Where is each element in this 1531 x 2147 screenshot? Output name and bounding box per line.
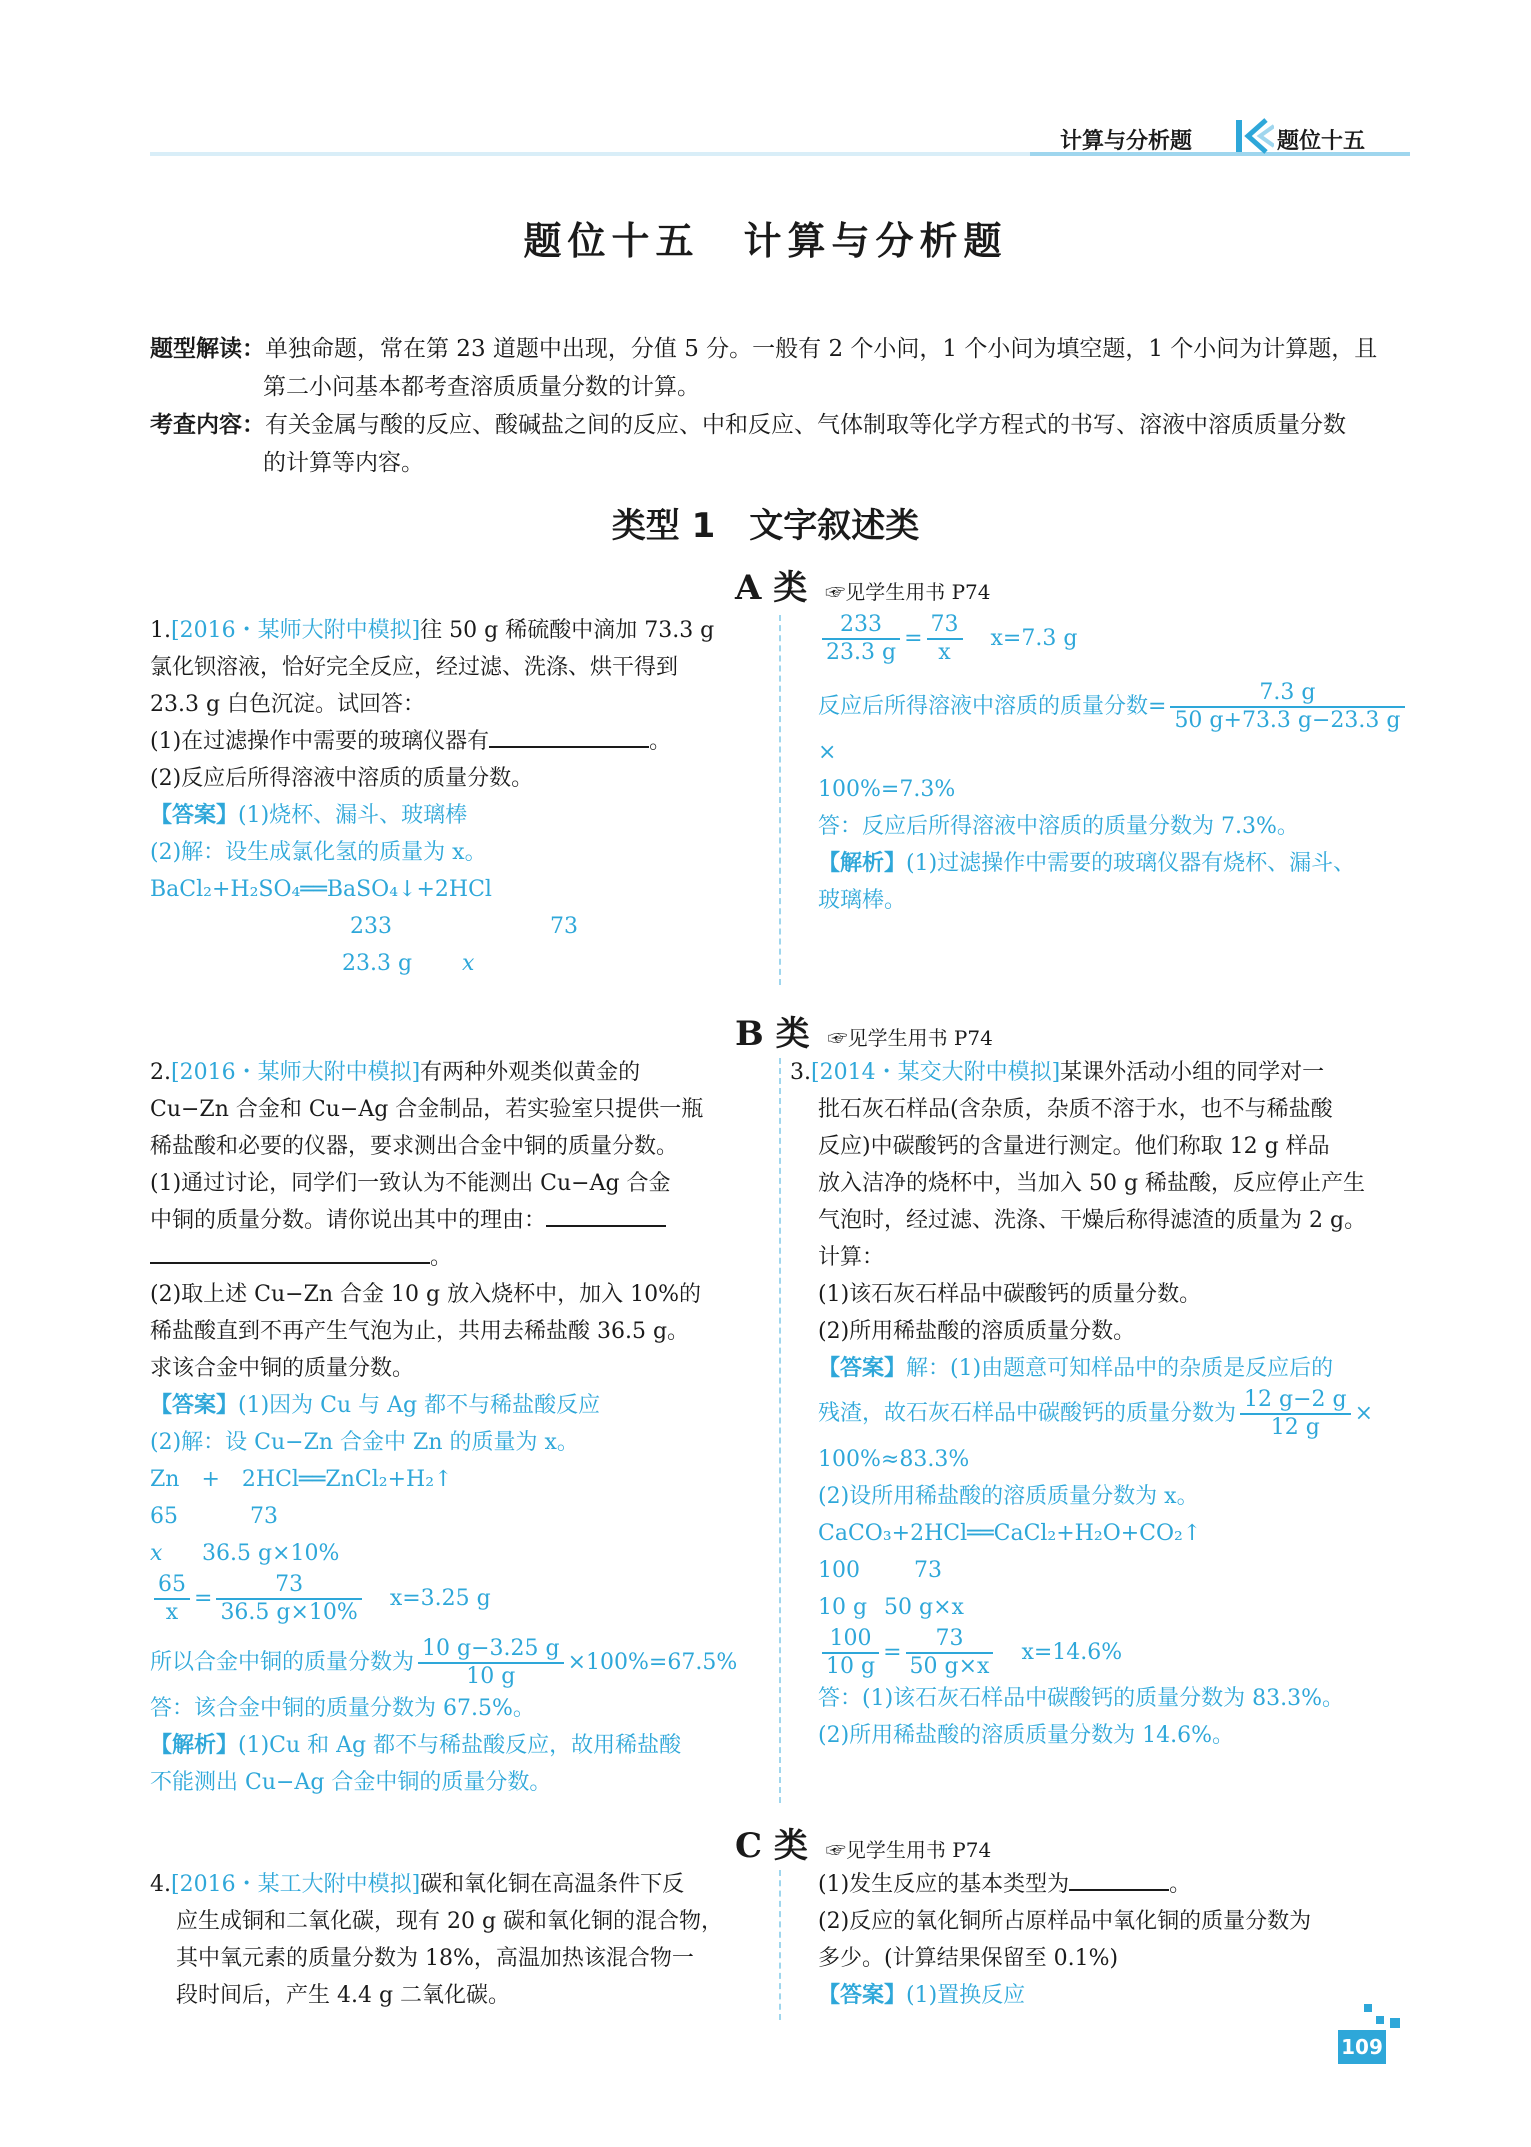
question-1-solution: $\frac{233}{23.3 g}$ = $\frac{73}{x}$ x=7.3 g 反应后所得溶液中溶质的质量分数= $\frac{7.3 g}{50 g+73.3 g-23.3 g}$ × 100%=7.3% 答：反应后所得溶液中溶质的质量分数为 7.3%。 【解析】(1)过滤操作中需要的玻璃仪器有烧杯、漏斗、 玻璃棒。 (818, 612, 1418, 919)
q2-fraction-3 (418, 1636, 564, 1690)
q1-line: 氯化钡溶液，恰好完全反应，经过滤、洗涤、烘干得到 (150, 655, 679, 680)
q1-source-tag: [2016・某师大附中模拟] (171, 618, 421, 643)
decor-square (1376, 2016, 1384, 2024)
q2-answer-label: 【答案】 (150, 1392, 239, 1418)
q1-answer-blank (489, 724, 649, 748)
q1-answer-1: (1)烧杯、漏斗、玻璃棒 (238, 803, 468, 828)
q3-answer-2: 残渣，故石灰石样品中碳酸钙的质量分数为 (818, 1401, 1237, 1426)
q2-number: 2. (150, 1060, 171, 1085)
q3-answer-label: 【答案】 (818, 1355, 907, 1381)
q3-line: 某课外活动小组的同学对一 (1060, 1060, 1325, 1085)
page-number: 109 (1338, 2030, 1386, 2064)
q1-equation: BaCl₂+H₂SO₄══BaSO₄↓+2HCl (150, 877, 492, 902)
q2-frac1-num: 65 (154, 1572, 190, 1600)
decor-square (1364, 2004, 1372, 2012)
question-4-parts (818, 1866, 1418, 2014)
q2-answer-1: (1)因为 Cu 与 Ag 都不与稀盐酸反应 (238, 1393, 601, 1418)
q2-frac1-den: x (165, 1600, 179, 1625)
intro-label-2: 考查内容： (150, 412, 265, 438)
q3-line: 批石灰石样品(含杂质，杂质不溶于水，也不与稀盐酸 (818, 1097, 1333, 1122)
q1-frac2-den: x (938, 640, 951, 665)
q2-line: 稀盐酸直到不再产生气泡为止，共用去稀盐酸 36.5 g。 (150, 1319, 690, 1344)
q2-line: 求该合金中铜的质量分数。 (150, 1356, 415, 1381)
q2-analysis-1: (1)Cu 和 Ag 都不与稀盐酸反应，故用稀盐酸 (238, 1733, 682, 1758)
q1-analysis-1: (1)过滤操作中需要的玻璃仪器有烧杯、漏斗、 (906, 851, 1356, 876)
q3-result: x=14.6% (1021, 1640, 1123, 1665)
q4-part1: (1)发生反应的基本类型为 (818, 1872, 1070, 1897)
q3-part2: (2)所用稀盐酸的溶质质量分数。 (818, 1319, 1136, 1344)
q3-fraction-2 (906, 1626, 994, 1680)
q1-frac2-num: 73 (927, 612, 963, 640)
q2-line: 稀盐酸和必要的仪器，要求测出合金中铜的质量分数。 (150, 1134, 679, 1159)
q3-line: 放入洁净的烧杯中，当加入 50 g 稀盐酸，反应停止产生 (818, 1171, 1366, 1196)
q1-number: 1. (150, 618, 171, 643)
q3-answer-3: 100%≈83.3% (818, 1447, 970, 1472)
q2-line: Cu−Zn 合金和 Cu−Ag 合金制品，若实验室只提供一瓶 (150, 1097, 704, 1122)
q2-copper-result: ×100%=67.5% (567, 1650, 738, 1675)
class-c-label: C 类 (735, 1826, 808, 1866)
class-a-label: A 类 (735, 568, 808, 608)
q1-punct: 。 (649, 729, 672, 754)
q2-frac2-num: 73 (216, 1572, 361, 1600)
q3-answer-1: 解：(1)由题意可知样品中的杂质是反应后的 (906, 1356, 1334, 1381)
q2-copper-text: 所以合金中铜的质量分数为 (150, 1650, 415, 1675)
q3-frac0-num: 12 g−2 g (1240, 1387, 1351, 1415)
question-4 (150, 1866, 765, 2014)
q1-fraction-2 (927, 612, 963, 666)
q1-analysis-label: 【解析】 (818, 850, 907, 876)
q1-mass-233: 233 (350, 914, 392, 939)
question-1 (150, 612, 765, 982)
q3-conclusion-1: 答：(1)该石灰石样品中碳酸钙的质量分数为 83.3%。 (818, 1686, 1345, 1711)
q1-line: 23.3 g 白色沉淀。试回答： (150, 692, 426, 717)
column-divider-a (779, 615, 781, 985)
q3-conclusion-2: (2)所用稀盐酸的溶质质量分数为 14.6%。 (818, 1723, 1235, 1748)
chevron-icon (1236, 118, 1274, 154)
q1-frac1-num: 233 (822, 612, 900, 640)
q1-frac3-den: 50 g+73.3 g−23.3 g (1174, 708, 1401, 733)
q3-frac0-den: 12 g (1270, 1415, 1320, 1440)
q1-part1: (1)在过滤操作中需要的玻璃仪器有 (150, 729, 490, 754)
q1-fraction-1 (822, 612, 900, 666)
header-topic: 题位十五 (1277, 129, 1366, 154)
section-heading: 类型 1 文字叙述类 (611, 506, 920, 546)
page-title: 题位十五 计算与分析题 (523, 218, 1008, 263)
q4-answer-1: (1)置换反应 (906, 1983, 1026, 2008)
question-3: 3.[2014・某交大附中模拟]某课外活动小组的同学对一 批石灰石样品(含杂质，杂质不溶于水，也不与稀盐酸 反应)中碳酸钙的含量进行测定。他们称取 12 g 样品 放入洁净的烧杯中，当加入 50 g 稀盐酸，反应停止产生 气泡时，经过滤、洗涤、干燥后称得滤渣的质量为 2 g。 计算： (1)该石灰石样品中碳酸钙的质量分数。 (2)所用稀盐酸的溶质质量分数。 【答案】解：(1)由题意可知样品中的杂质是反应后的 残渣，故石灰石样品中碳酸钙的质量分数为 $\frac{12 g-2 g}{12 g}$ × 100%≈83.3% (2)设所用稀盐酸的溶质质量分数为 x。 CaCO₃+2HCl══CaCl₂+H₂O+CO₂↑ 100 73 10 g 50 g×x $\frac{100}{10 g}$ = $\frac{73}{50 g\times x}$ x=14.6% 答：(1)该石灰石样品中碳酸钙的质量分数为 83.3%。 (2)所用稀盐酸的溶质质量分数为 14.6%。 (790, 1054, 1410, 1754)
q3-answer-4: (2)设所用稀盐酸的溶质质量分数为 x。 (818, 1484, 1199, 1509)
q1-frac3-num: 7.3 g (1170, 680, 1404, 708)
q3-mass-73: 73 (914, 1558, 942, 1583)
class-a-ref: ☞见学生用书 P74 (825, 580, 991, 604)
q1-answer-2: (2)解：设生成氯化氢的质量为 x。 (150, 840, 487, 865)
q3-equation: CaCO₃+2HCl══CaCl₂+H₂O+CO₂↑ (818, 1521, 1202, 1546)
q4-punct: 。 (1169, 1872, 1192, 1897)
q3-source-tag: [2014・某交大附中模拟] (811, 1060, 1061, 1085)
q3-given: 10 g (818, 1595, 868, 1620)
q3-fraction-1 (822, 1626, 879, 1680)
decor-square (1390, 2018, 1400, 2028)
q1-analysis-2: 玻璃棒。 (818, 888, 907, 913)
q2-source-tag: [2016・某师大附中模拟] (171, 1060, 421, 1085)
q2-part1: (1)通过讨论，同学们一致认为不能测出 Cu−Ag 合金 (150, 1171, 671, 1196)
column-divider-c (779, 1870, 781, 2020)
q2-mass-73: 73 (250, 1504, 278, 1529)
q4-line: 碳和氧化铜在高温条件下反 (420, 1872, 685, 1897)
q2-equation: Zn + 2HCl══ZnCl₂+H₂↑ (150, 1467, 453, 1492)
q4-answer-blank (1069, 1867, 1169, 1891)
q2-answer-blank-2 (150, 1240, 430, 1264)
column-divider-b (779, 1058, 781, 1803)
q3-line: 气泡时，经过滤、洗涤、干燥后称得滤渣的质量为 2 g。 (818, 1208, 1367, 1233)
q2-frac3-den: 10 g (466, 1664, 516, 1689)
q1-given: 23.3 g (342, 951, 413, 976)
q2-answer-2: (2)解：设 Cu−Zn 合金中 Zn 的质量为 x。 (150, 1430, 579, 1455)
q3-mass-100: 100 (818, 1558, 860, 1583)
q1-line: 往 50 g 稀硫酸中滴加 73.3 g (420, 618, 715, 643)
q1-result-text: 反应后所得溶液中溶质的质量分数= (818, 694, 1167, 719)
q3-part1: (1)该石灰石样品中碳酸钙的质量分数。 (818, 1282, 1202, 1307)
q3-times: × (1354, 1401, 1374, 1426)
class-c-heading (735, 1818, 991, 1867)
q2-fraction-1 (154, 1572, 190, 1626)
q4-number: 4. (150, 1872, 171, 1897)
question-2: 2.[2016・某师大附中模拟]有两种外观类似黄金的 Cu−Zn 合金和 Cu−Ag 合金制品，若实验室只提供一瓶 稀盐酸和必要的仪器，要求测出合金中铜的质量分数。 (1)通过讨论，同学们一致认为不能测出 Cu−Ag 合金 中铜的质量分数。请你说出其中的理由： 。 (2)取上述 Cu−Zn 合金 10 g 放入烧杯中，加入 10%的 稀盐酸直到不再产生气泡为止，共用去稀盐酸 36.5 g。 求该合金中铜的质量分数。 【答案】(1)因为 Cu 与 Ag 都不与稀盐酸反应 (2)解：设 Cu−Zn 合金中 Zn 的质量为 x。 Zn + 2HCl══ZnCl₂+H₂↑ 65 73 x 36.5 g×10% $\frac{65}{x}$ = $\frac{73}{36.5 g\times 10\%}$ x=3.25 g 所以合金中铜的质量分数为 $\frac{10 g-3.25 g}{10 g}$ ×100%=67.5% 答：该合金中铜的质量分数为 67.5%。 【解析】(1)Cu 和 Ag 都不与稀盐酸反应，故用稀盐酸 不能测出 Cu−Ag 合金中铜的质量分数。 (150, 1054, 765, 1801)
q2-unknown: x (150, 1541, 163, 1566)
q1-unknown: x (462, 951, 475, 976)
class-c-ref: ☞见学生用书 P74 (825, 1838, 992, 1862)
intro-text-1a: 单独命题，常在第 23 道题中出现，分值 5 分。一般有 2 个小问，1 个小问为填空题，1 个小问为计算题，且 (265, 336, 1378, 362)
q2-part1-reason: 中铜的质量分数。请你说出其中的理由： (150, 1208, 547, 1233)
q1-result: x=7.3 g (990, 626, 1078, 651)
class-a-heading (735, 560, 990, 609)
q4-line: 段时间后，产生 4.4 g 二氧化碳。 (176, 1983, 511, 2008)
q3-frac1-den: 10 g (826, 1654, 876, 1679)
q1-result-percent: 100%=7.3% (818, 777, 956, 802)
class-b-label: B 类 (735, 1014, 810, 1054)
q1-answer-label: 【答案】 (150, 802, 239, 828)
q4-source-tag: [2016・某工大附中模拟] (171, 1872, 421, 1897)
q2-mass-65: 65 (150, 1504, 178, 1529)
q2-frac2-den: 36.5 g×10% (220, 1600, 358, 1625)
q2-punct: 。 (430, 1245, 453, 1270)
q2-analysis-2: 不能测出 Cu−Ag 合金中铜的质量分数。 (150, 1770, 552, 1795)
q4-line: 应生成铜和二氧化碳，现有 20 g 碳和氧化铜的混合物， (176, 1909, 724, 1934)
intro-label-1: 题型解读： (150, 336, 265, 362)
q3-unknown: 50 g×x (884, 1595, 964, 1620)
q3-frac1-num: 100 (822, 1626, 879, 1654)
class-b-ref: ☞见学生用书 P74 (827, 1026, 993, 1050)
q4-answer-label: 【答案】 (818, 1982, 907, 2008)
q1-frac1-den: 23.3 g (826, 640, 897, 665)
intro-text-2b: 的计算等内容。 (263, 450, 424, 476)
q1-fraction-3 (1170, 680, 1404, 734)
q1-mass-73: 73 (550, 914, 578, 939)
intro-text-2a: 有关金属与酸的反应、酸碱盐之间的反应、中和反应、气体制取等化学方程式的书写、溶液中溶质质量分数 (265, 412, 1346, 438)
q2-result: x=3.25 g (389, 1586, 491, 1611)
q3-frac2-num: 73 (906, 1626, 994, 1654)
q3-line: 计算： (818, 1245, 885, 1270)
q2-given: 36.5 g×10% (202, 1541, 340, 1566)
q4-line: 其中氧元素的质量分数为 18%，高温加热该混合物一 (176, 1946, 694, 1971)
q3-line: 反应)中碳酸钙的含量进行测定。他们称取 12 g 样品 (818, 1134, 1330, 1159)
q2-conclusion: 答：该合金中铜的质量分数为 67.5%。 (150, 1696, 535, 1721)
q3-fraction-0 (1240, 1387, 1351, 1441)
q2-analysis-label: 【解析】 (150, 1732, 239, 1758)
intro-block (150, 330, 1410, 482)
q2-part2: (2)取上述 Cu−Zn 合金 10 g 放入烧杯中，加入 10%的 (150, 1282, 701, 1307)
q2-answer-blank-1 (546, 1203, 666, 1227)
q1-part2: (2)反应后所得溶液中溶质的质量分数。 (150, 766, 534, 791)
header-chapter: 计算与分析题 (1060, 129, 1193, 154)
q2-frac3-num: 10 g−3.25 g (418, 1636, 564, 1664)
q3-frac2-den: 50 g×x (909, 1654, 990, 1679)
q4-part2: (2)反应的氧化铜所占原样品中氧化铜的质量分数为 (818, 1909, 1312, 1934)
class-b-heading (735, 1006, 993, 1055)
q1-conclusion: 答：反应后所得溶液中溶质的质量分数为 7.3%。 (818, 814, 1299, 839)
q2-fraction-2 (216, 1572, 361, 1626)
q2-line: 有两种外观类似黄金的 (420, 1060, 641, 1085)
q1-times: × (818, 740, 837, 765)
q3-number: 3. (790, 1060, 811, 1085)
intro-text-1b: 第二小问基本都考查溶质质量分数的计算。 (263, 374, 700, 400)
q4-part2-cont: 多少。(计算结果保留至 0.1%) (818, 1946, 1119, 1971)
